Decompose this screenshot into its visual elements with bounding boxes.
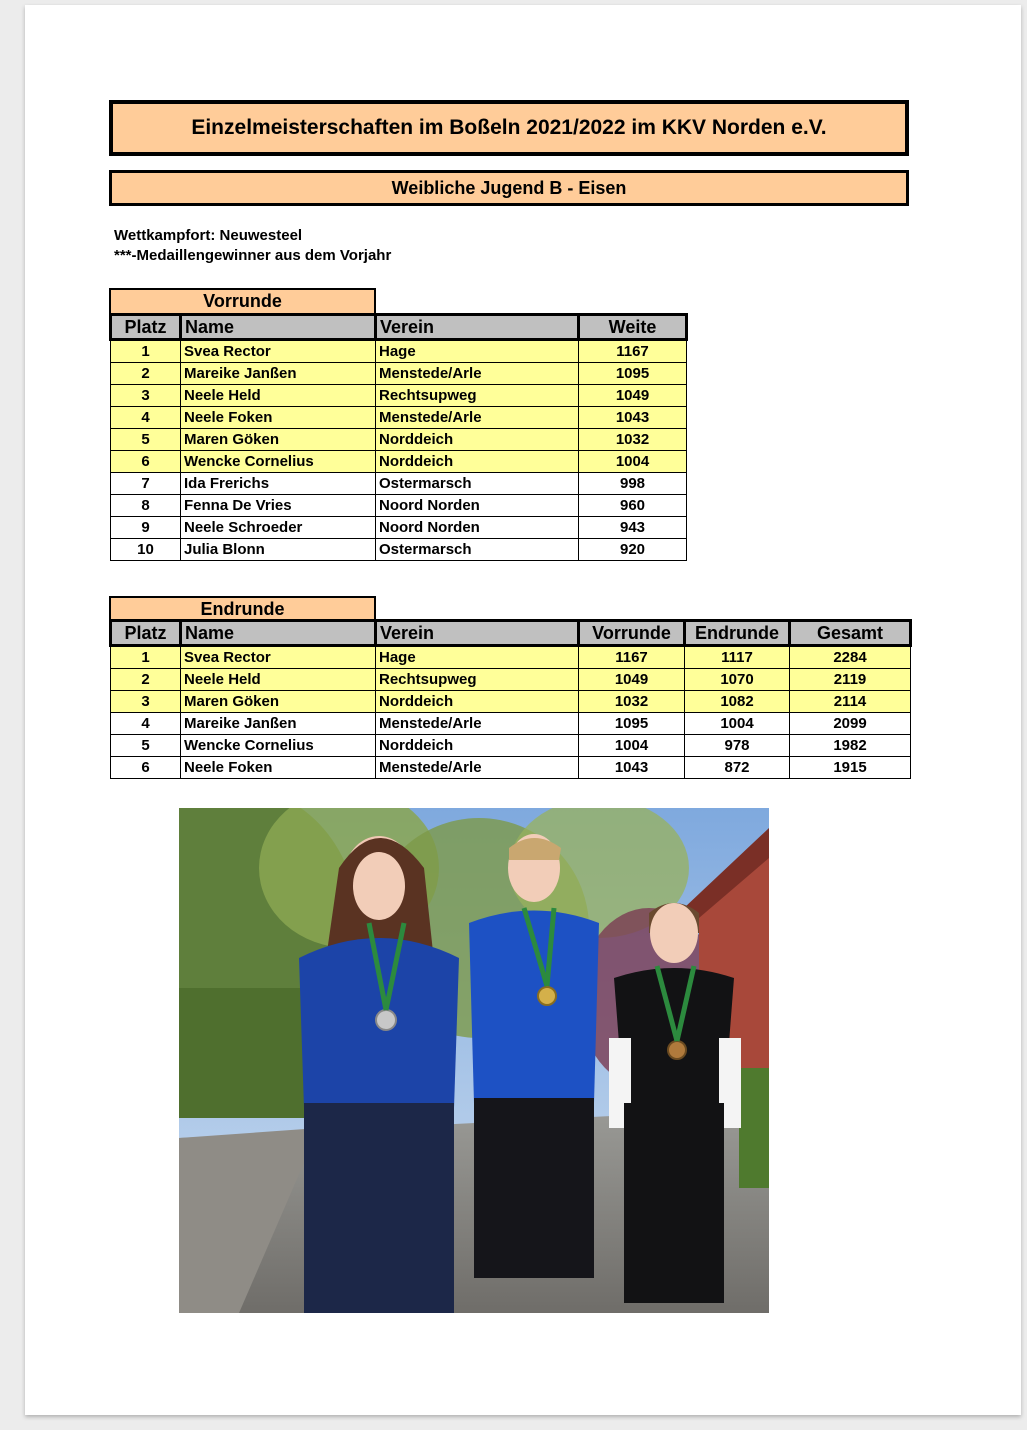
cell-name: Mareike Janßen bbox=[181, 713, 376, 735]
cell-platz: 2 bbox=[111, 363, 181, 385]
cell-name: Neele Foken bbox=[181, 757, 376, 779]
cell-name: Wencke Cornelius bbox=[181, 735, 376, 757]
cell-endrunde: 1117 bbox=[685, 646, 790, 669]
cell-gesamt: 1982 bbox=[790, 735, 911, 757]
cell-name: Maren Göken bbox=[181, 429, 376, 451]
cell-endrunde: 1082 bbox=[685, 691, 790, 713]
col-header-platz: Platz bbox=[111, 315, 181, 340]
cell-gesamt: 1915 bbox=[790, 757, 911, 779]
competition-location: Wettkampfort: Neuwesteel bbox=[114, 227, 303, 244]
cell-platz: 3 bbox=[111, 691, 181, 713]
page-title: Einzelmeisterschaften im Boßeln 2021/2022 im KKV Norden e.V. bbox=[109, 100, 909, 156]
col-header-weite: Weite bbox=[579, 315, 687, 340]
cell-weite: 998 bbox=[579, 473, 687, 495]
cell-weite: 1167 bbox=[579, 340, 687, 363]
endrunde-row bbox=[111, 735, 911, 757]
cell-verein: Rechtsupweg bbox=[376, 385, 579, 407]
cell-name: Neele Foken bbox=[181, 407, 376, 429]
cell-verein: Noord Norden bbox=[376, 495, 579, 517]
cell-endrunde: 1070 bbox=[685, 669, 790, 691]
cell-name: Mareike Janßen bbox=[181, 363, 376, 385]
cell-platz: 3 bbox=[111, 385, 181, 407]
cell-gesamt: 2119 bbox=[790, 669, 911, 691]
cell-name: Fenna De Vries bbox=[181, 495, 376, 517]
cell-platz: 4 bbox=[111, 407, 181, 429]
col-header-name: Name bbox=[181, 621, 376, 646]
cell-gesamt: 2099 bbox=[790, 713, 911, 735]
vorrunde-row bbox=[111, 495, 687, 517]
cell-verein: Hage bbox=[376, 340, 579, 363]
cell-verein: Menstede/Arle bbox=[376, 757, 579, 779]
cell-name: Neele Schroeder bbox=[181, 517, 376, 539]
vorrunde-row bbox=[111, 385, 687, 407]
vorrunde-row bbox=[111, 517, 687, 539]
cell-weite: 943 bbox=[579, 517, 687, 539]
col-header-verein: Verein bbox=[376, 621, 579, 646]
endrunde-row bbox=[111, 646, 911, 669]
cell-platz: 6 bbox=[111, 757, 181, 779]
cell-weite: 1043 bbox=[579, 407, 687, 429]
cell-endrunde: 1004 bbox=[685, 713, 790, 735]
cell-name: Svea Rector bbox=[181, 646, 376, 669]
endrunde-label: Endrunde bbox=[109, 596, 376, 621]
cell-vorrunde: 1032 bbox=[579, 691, 685, 713]
cell-name: Neele Held bbox=[181, 669, 376, 691]
cell-platz: 5 bbox=[111, 735, 181, 757]
cell-name: Julia Blonn bbox=[181, 539, 376, 561]
cell-verein: Ostermarsch bbox=[376, 473, 579, 495]
cell-weite: 1004 bbox=[579, 451, 687, 473]
col-header-gesamt: Gesamt bbox=[790, 621, 911, 646]
endrunde-row bbox=[111, 757, 911, 779]
cell-weite: 1049 bbox=[579, 385, 687, 407]
winners-photo bbox=[179, 808, 769, 1313]
cell-gesamt: 2284 bbox=[790, 646, 911, 669]
cell-endrunde: 978 bbox=[685, 735, 790, 757]
cell-weite: 960 bbox=[579, 495, 687, 517]
vorrunde-row bbox=[111, 473, 687, 495]
cell-platz: 7 bbox=[111, 473, 181, 495]
cell-name: Neele Held bbox=[181, 385, 376, 407]
cell-platz: 5 bbox=[111, 429, 181, 451]
cell-verein: Norddeich bbox=[376, 691, 579, 713]
cell-platz: 6 bbox=[111, 451, 181, 473]
cell-weite: 920 bbox=[579, 539, 687, 561]
cell-platz: 1 bbox=[111, 646, 181, 669]
col-header-endrunde: Endrunde bbox=[685, 621, 790, 646]
vorrunde-row bbox=[111, 429, 687, 451]
cell-gesamt: 2114 bbox=[790, 691, 911, 713]
col-header-verein: Verein bbox=[376, 315, 579, 340]
vorrunde-row bbox=[111, 363, 687, 385]
col-header-vorrunde: Vorrunde bbox=[579, 621, 685, 646]
cell-platz: 4 bbox=[111, 713, 181, 735]
medal-note: ***-Medaillengewinner aus dem Vorjahr bbox=[114, 247, 392, 264]
cell-verein: Hage bbox=[376, 646, 579, 669]
cell-platz: 8 bbox=[111, 495, 181, 517]
cell-weite: 1095 bbox=[579, 363, 687, 385]
cell-endrunde: 872 bbox=[685, 757, 790, 779]
cell-verein: Menstede/Arle bbox=[376, 713, 579, 735]
col-header-platz: Platz bbox=[111, 621, 181, 646]
cell-platz: 2 bbox=[111, 669, 181, 691]
cell-name: Maren Göken bbox=[181, 691, 376, 713]
cell-vorrunde: 1043 bbox=[579, 757, 685, 779]
cell-verein: Rechtsupweg bbox=[376, 669, 579, 691]
endrunde-row bbox=[111, 691, 911, 713]
cell-verein: Menstede/Arle bbox=[376, 407, 579, 429]
cell-name: Ida Frerichs bbox=[181, 473, 376, 495]
vorrunde-row bbox=[111, 340, 687, 363]
cell-verein: Norddeich bbox=[376, 451, 579, 473]
vorrunde-row bbox=[111, 539, 687, 561]
category-subtitle: Weibliche Jugend B - Eisen bbox=[109, 170, 909, 206]
cell-verein: Menstede/Arle bbox=[376, 363, 579, 385]
cell-name: Wencke Cornelius bbox=[181, 451, 376, 473]
cell-verein: Norddeich bbox=[376, 735, 579, 757]
cell-verein: Noord Norden bbox=[376, 517, 579, 539]
endrunde-header-row bbox=[111, 621, 911, 646]
vorrunde-row bbox=[111, 451, 687, 473]
endrunde-row bbox=[111, 669, 911, 691]
cell-verein: Norddeich bbox=[376, 429, 579, 451]
cell-vorrunde: 1004 bbox=[579, 735, 685, 757]
cell-platz: 10 bbox=[111, 539, 181, 561]
cell-platz: 1 bbox=[111, 340, 181, 363]
cell-name: Svea Rector bbox=[181, 340, 376, 363]
cell-vorrunde: 1095 bbox=[579, 713, 685, 735]
endrunde-table bbox=[109, 619, 912, 779]
vorrunde-header-row bbox=[111, 315, 687, 340]
document-page bbox=[25, 5, 1021, 1415]
vorrunde-row bbox=[111, 407, 687, 429]
vorrunde-table bbox=[109, 313, 688, 561]
cell-vorrunde: 1049 bbox=[579, 669, 685, 691]
cell-vorrunde: 1167 bbox=[579, 646, 685, 669]
col-header-name: Name bbox=[181, 315, 376, 340]
cell-weite: 1032 bbox=[579, 429, 687, 451]
cell-verein: Ostermarsch bbox=[376, 539, 579, 561]
vorrunde-label: Vorrunde bbox=[109, 288, 376, 313]
cell-platz: 9 bbox=[111, 517, 181, 539]
endrunde-row bbox=[111, 713, 911, 735]
